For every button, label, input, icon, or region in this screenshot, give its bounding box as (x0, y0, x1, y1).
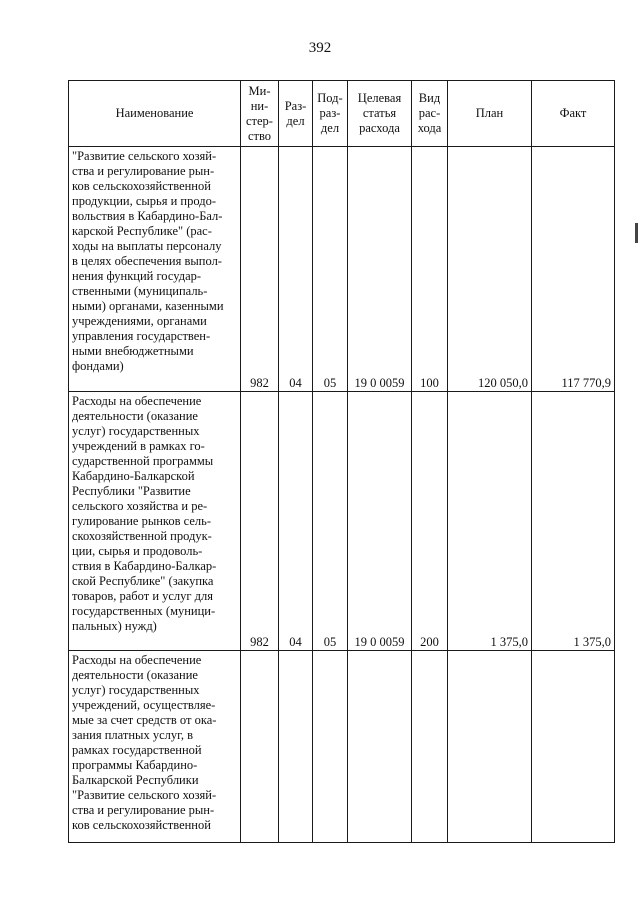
row-subsection-cell (313, 651, 348, 843)
table-row (69, 651, 615, 843)
column-header-subsection: Под- раз- дел (313, 81, 348, 147)
row-section-cell: 04 (279, 147, 313, 392)
row-fact-cell: 117 770,9 (532, 147, 615, 392)
row-target-cell: 19 0 0059 (348, 392, 412, 651)
row-plan-cell (448, 651, 532, 843)
row-section-cell: 04 (279, 392, 313, 651)
row-fact-cell: 1 375,0 (532, 392, 615, 651)
column-header-plan: План (448, 81, 532, 147)
table-header-row (69, 81, 615, 147)
row-target-cell (348, 651, 412, 843)
column-header-section: Раз- дел (279, 81, 313, 147)
row-ministry-cell: 982 (241, 392, 279, 651)
row-fact-cell (532, 651, 615, 843)
row-ministry-cell (241, 651, 279, 843)
table-row (69, 392, 615, 651)
row-subsection-cell: 05 (313, 147, 348, 392)
row-ministry-cell: 982 (241, 147, 279, 392)
column-header-kind: Вид рас- хода (412, 81, 448, 147)
row-kind-cell: 200 (412, 392, 448, 651)
row-name-cell: Расходы на обеспечение деятельности (оказание услуг) государственных учреждений в рамках го- сударственной программы Кабардино-Балкарской Республики "Развитие сельского хозяйства и ре- гулирование рынков сель- скохозяйственной продук- ции, сырья и продоволь- ствия в Кабардино-Балкар- ской Республике" (закупка товаров, работ и услуг для государственных (муници- пальных) нужд) (69, 392, 241, 651)
row-subsection-cell: 05 (313, 392, 348, 651)
column-header-ministry: Ми- ни- стер- ство (241, 81, 279, 147)
row-kind-cell: 100 (412, 147, 448, 392)
column-header-name: Наименование (69, 81, 241, 147)
scan-edge-mark (635, 223, 638, 243)
row-name-cell: Расходы на обеспечение деятельности (оказание услуг) государственных учреждений, осуществляе- мые за счет средств от ока- зания платных услуг, в рамках государственной программы Кабардино- Балкарской Республики "Развитие сельского хозяй- ства и регулирование рын- ков сельскохозяйственной (69, 651, 241, 843)
page-number: 392 (308, 40, 332, 56)
column-header-target: Целевая статья расхода (348, 81, 412, 147)
table-row (69, 147, 615, 392)
row-target-cell: 19 0 0059 (348, 147, 412, 392)
row-plan-cell: 1 375,0 (448, 392, 532, 651)
budget-table (68, 80, 615, 843)
column-header-fact: Факт (532, 81, 615, 147)
row-name-cell: "Развитие сельского хозяй- ства и регулирование рын- ков сельскохозяйственной продукции, сырья и продо- вольствия в Кабардино-Бал- карской Республике" (рас- ходы на выплаты персоналу в целях обеспечения выпол- нения функций государ- ственными (муниципаль- ными) органами, казенными учреждениями, органами управления государствен- ными внебюджетными фондами) (69, 147, 241, 392)
row-section-cell (279, 651, 313, 843)
row-kind-cell (412, 651, 448, 843)
row-plan-cell: 120 050,0 (448, 147, 532, 392)
